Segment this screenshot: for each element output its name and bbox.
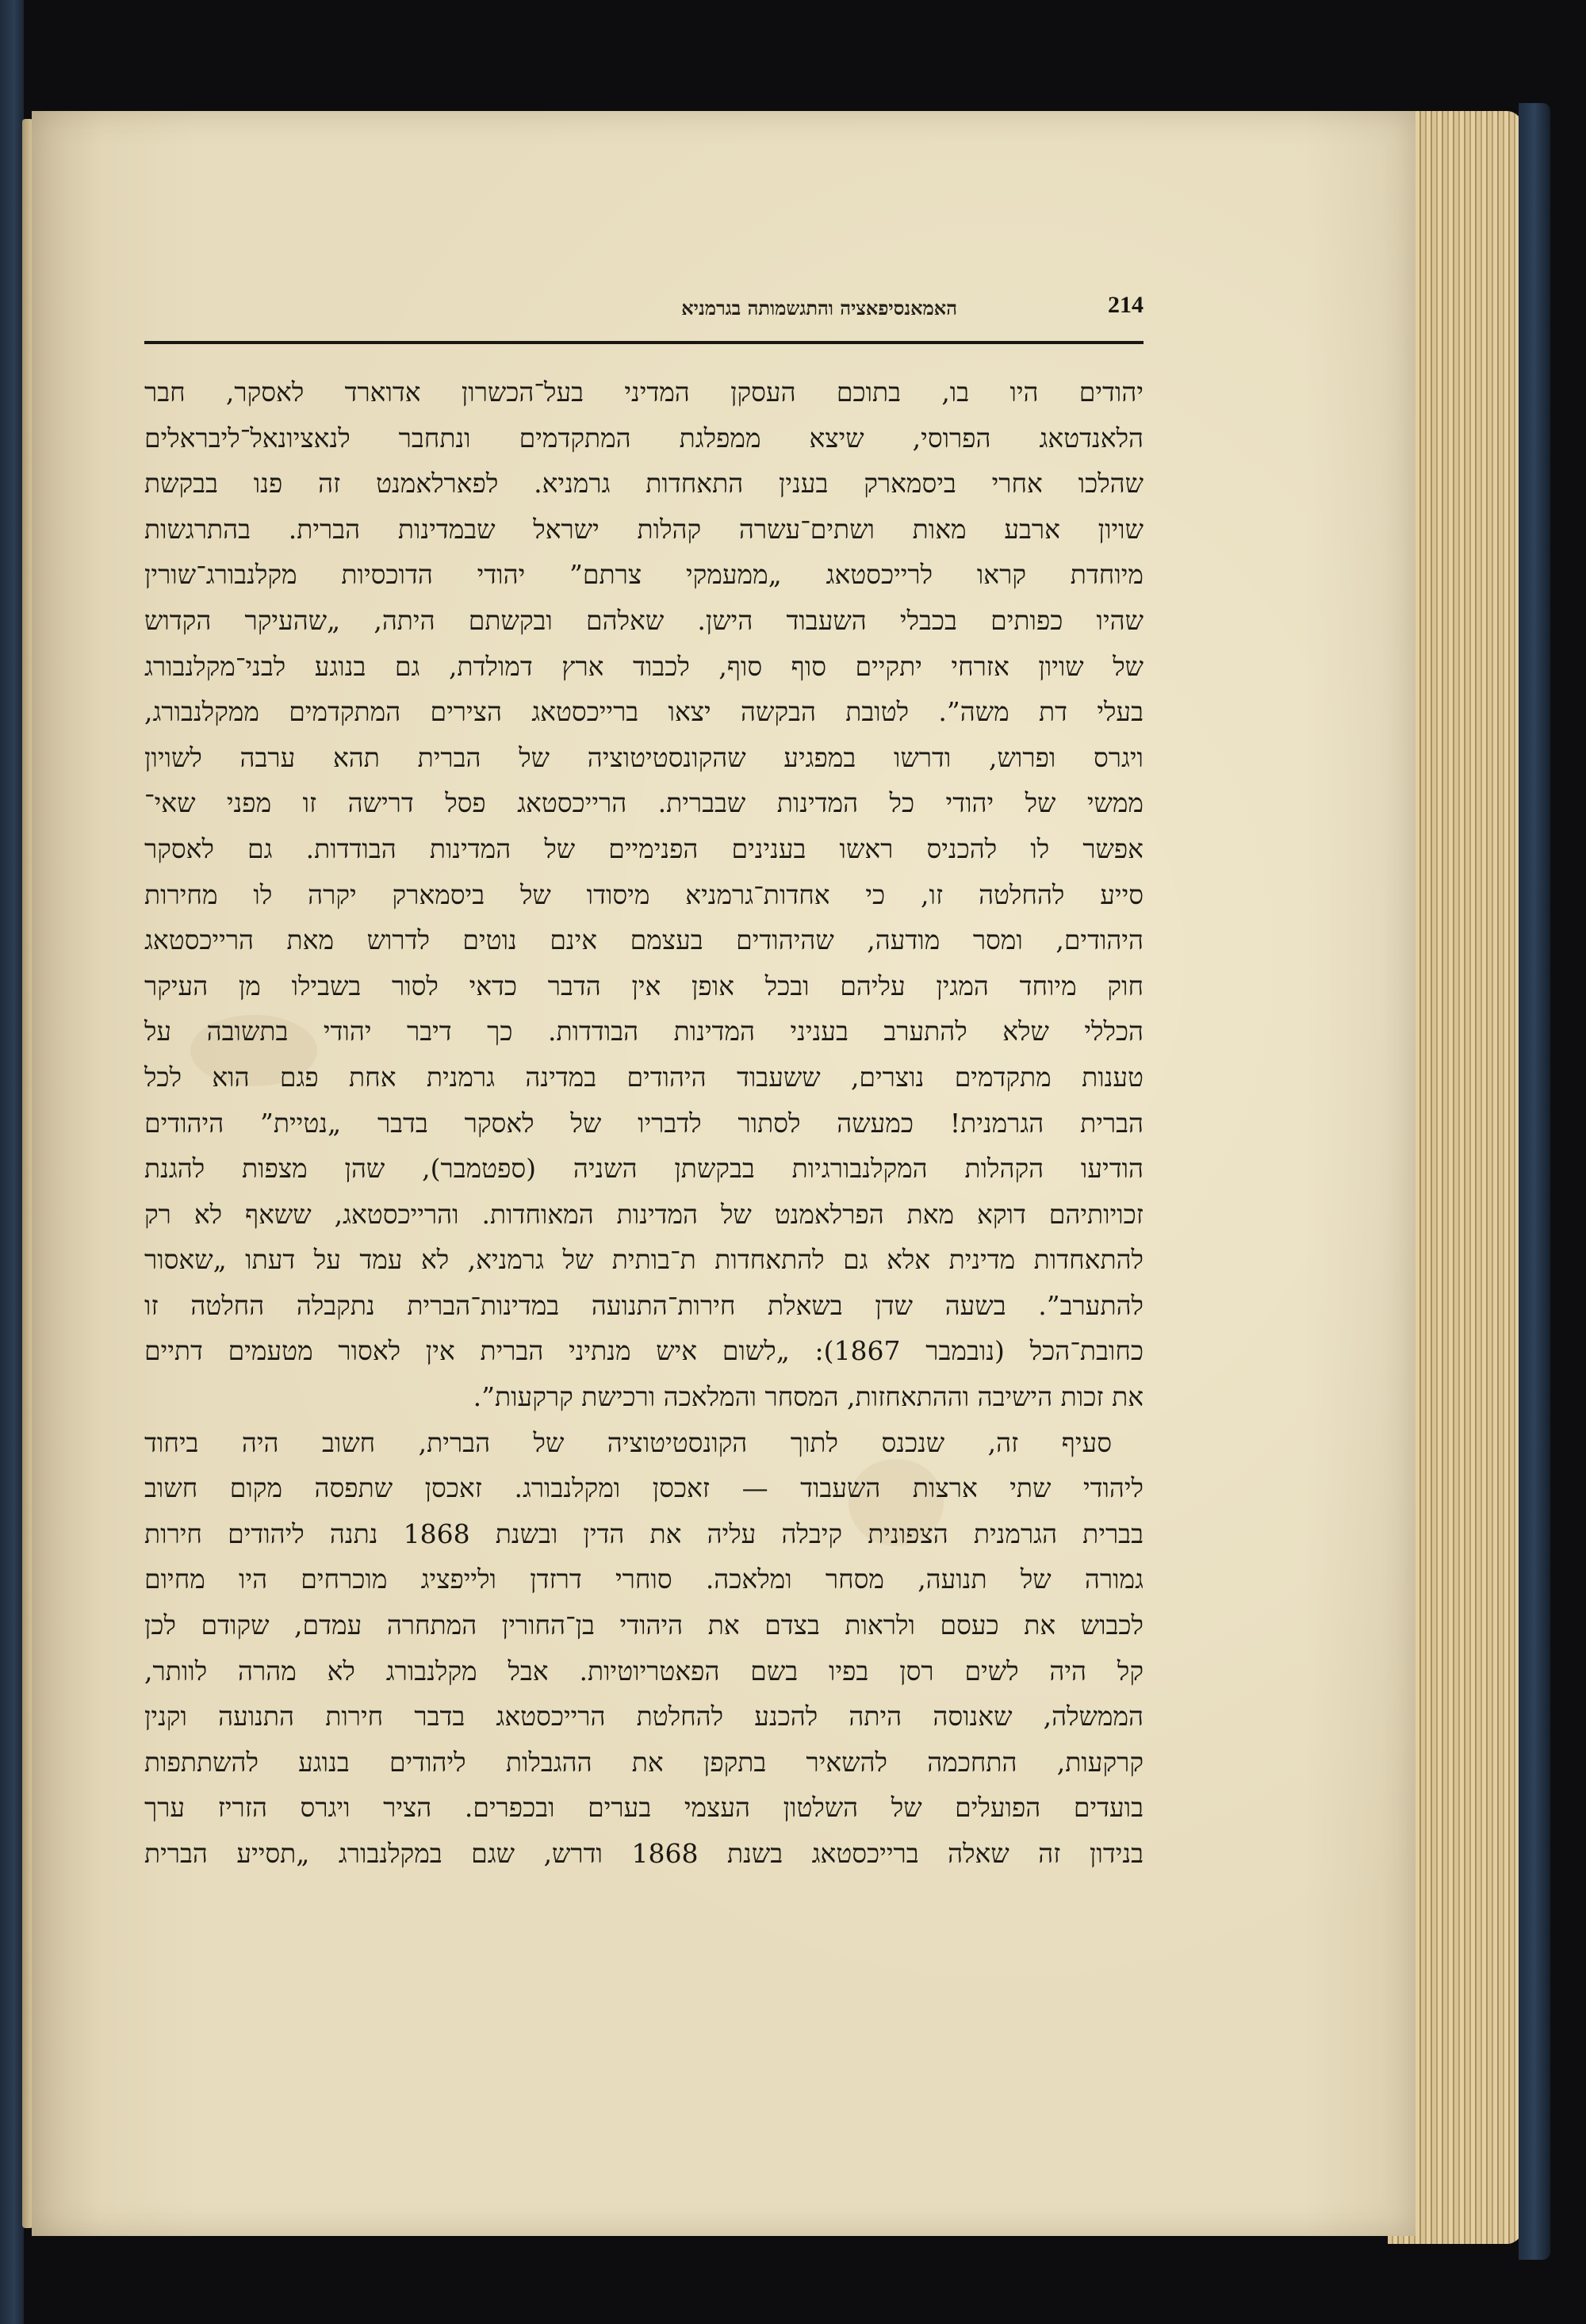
text-line: להתערב”. בשעה שדן בשאלת חירות־התנועה במדינות־הברית נתקבלה החלטה זו [144, 1289, 1144, 1321]
text-line: בברית הגרמנית הצפונית קיבלה עליה את הדין ובשנת 1868 נתנה ליהודים חירות [144, 1518, 1144, 1549]
text-line: להתאחדות מדינית אלא גם להתאחדות ת־בותית של גרמניא, לא עמד על דעתו „שאסור [144, 1244, 1144, 1276]
text-line: זכויותיהם דוקא מאת הפרלאמנט של המדינות המאוחדות. והרייכסטאג, ששאף לא רק [144, 1198, 1144, 1230]
text-line: אפשר לו להכניס ראשו בענינים הפנימיים של המדינות הבודדות. גם לאסקר [144, 833, 1144, 864]
page-number: 214 [1108, 292, 1144, 318]
text-line: סעיף זה, שנכנס לתוך הקונסטיטוציה של הברית, חשוב היה ביחוד [144, 1426, 1112, 1458]
text-line: כחובת־הכל (נובמבר 1867): „לשום איש מנתיני הברית אין לאסור מטעמים דתיים [144, 1335, 1144, 1367]
text-line: ממשי של יהודי כל המדינות שבברית. הרייכסטאג פסל דרישה זו מפני שאי־ [144, 787, 1144, 819]
text-line: בעלי דת משה”. לטובת הבקשה יצאו ברייכסטאג הצירים המתקדמים ממקלנבורג, [144, 696, 1144, 728]
text-line: סייע להחלטה זו, כי אחדות־גרמניא מיסודו של ביסמארק יקרה לו מחירות [144, 879, 1144, 910]
text-line: היהודים, ומסר מודעה, שהיהודים בעצמם אינם נוטים לדרוש מאת הרייכסטאג [144, 925, 1144, 956]
text-line: של שויון אזרחי יתקיים סוף סוף, לכבוד ארץ דמולדת, גם בנוגע לבני־מקלנבורג [144, 650, 1144, 682]
text-line: הממשלה, שאנוסה היתה להכנע להחלטת הרייכסטאג בדבר חירות התנועה וקנין [144, 1701, 1144, 1732]
text-line: טענות מתקדמים נוצרים, ששעבוד היהודים במדינה גרמנית אחת פגם הוא לכל [144, 1061, 1144, 1093]
body-text [144, 369, 1144, 1877]
text-line: קרקעות, התחכמה להשאיר בתקפן את ההגבלות ליהודים בנוגע להשתתפות [144, 1746, 1144, 1778]
text-line: הברית הגרמנית! כמעשה לסתור לדבריו של לאסקר בדבר „נטיית” היהודים [144, 1107, 1144, 1139]
text-line: יהודים היו בו, בתוכם העסקן המדיני בעל־הכשרון אדוארד לאסקר, חבר [144, 377, 1144, 408]
text-line: בנידון זה שאלה ברייכסטאג בשנת 1868 ודרש, שגם במקלנבורג „תסייע הברית [144, 1838, 1144, 1869]
text-line: שהלכו אחרי ביסמארק בענין התאחדות גרמניא. לפארלאמנט זה פנו בבקשת [144, 468, 1144, 500]
text-line: שהיו כפותים בכבלי השעבוד הישן. שאלהם ובקשתם היתה, „שהעיקר הקדוש [144, 604, 1144, 636]
text-line: את זכות הישיבה וההתאחזות, המסחר והמלאכה ורכישת קרקעות”. [473, 1381, 1144, 1413]
text-line: לכבוש את כעסם ולראות בצדם את היהודי בן־החורין המתחרה עמדם, שקודם לכן [144, 1610, 1144, 1641]
text-line: חוק מיוחד המגין עליהם ובכל אופן אין הדבר כדאי לסור בשבילו מן העיקר [144, 970, 1144, 1001]
text-line: ליהודי שתי ארצות השעבוד — זאכסן ומקלנבורג. זאכסן שתפסה מקום חשוב [144, 1472, 1144, 1504]
book-cover-left-edge [0, 0, 24, 2324]
page-header [144, 292, 1144, 331]
text-line: גמורה של תנועה, מסחר ומלאכה. סוחרי דרזדן ולייפציג מוכרחים היו מחיום [144, 1564, 1144, 1595]
text-line: ויגרס ופרוש, ודרשו במפגיע שהקונסטיטוציה של הברית תהא ערבה לשויון [144, 741, 1144, 773]
text-line: הודיעו הקהלות המקלנבורגיות בבקשתן השניה (ספטמבר), שהן מצפות להגנת [144, 1153, 1144, 1185]
book-cover-right-edge [1519, 103, 1550, 2260]
text-line: בועדים הפועלים של השלטון העצמי בערים ובכפרים. הציר ויגרס הזריז ערך [144, 1792, 1144, 1824]
text-line: הכללי שלא להתערב בעניני המדינות הבודדות. כך דיבר יהודי בתשובה על [144, 1016, 1144, 1047]
running-head: האמאנסיפאציה והתגשמותה בגרמניא [681, 297, 957, 320]
text-line: מיוחדת קראו לרייכסטאג „ממעמקי צרתם” יהודי הדוכסיות מקלנבורג־שורין [144, 559, 1144, 591]
text-line: הלאנדטאג הפרוסי, שיצא ממפלגת המתקדמים ונתחבר לנאציונאל־ליבראלים [144, 422, 1144, 454]
text-line: שויון ארבע מאות ושתים־עשרה קהלות ישראל שבמדינות הברית. בהתרגשות [144, 513, 1144, 545]
text-line: קל היה לשים רסן בפיו בשם הפאטריוטיות. אבל מקלנבורג לא מהרה לוותר, [144, 1655, 1144, 1687]
header-rule [144, 341, 1144, 344]
